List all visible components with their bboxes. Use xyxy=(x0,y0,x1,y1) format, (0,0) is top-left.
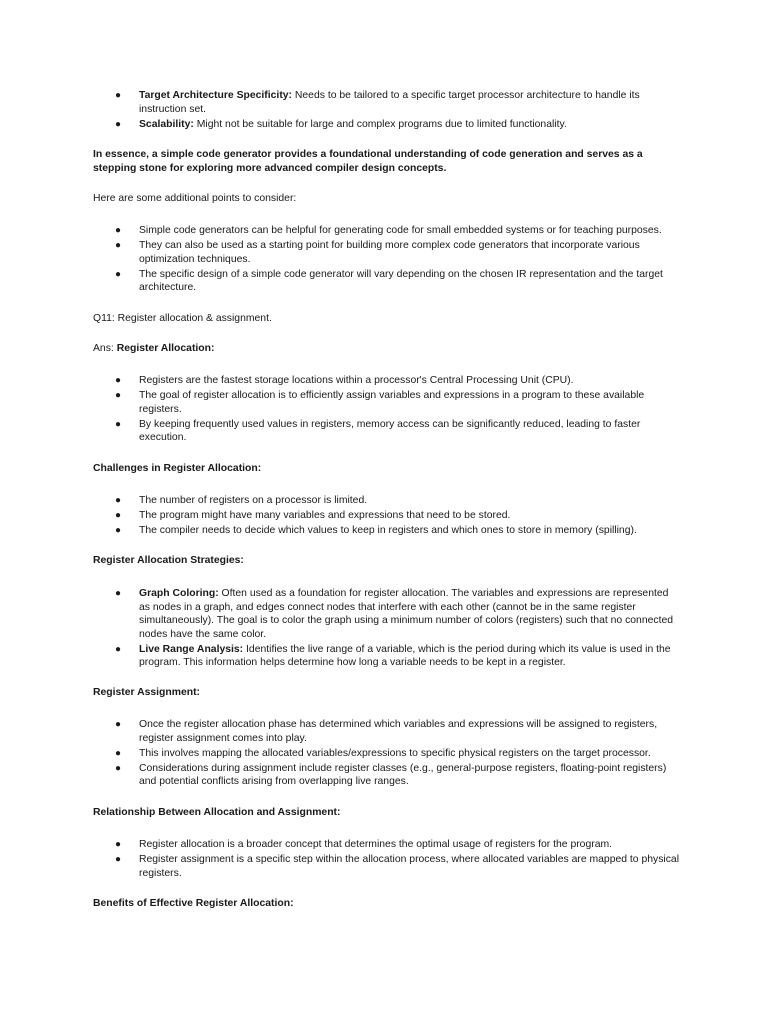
bullet-icon: ● xyxy=(115,588,122,599)
item-text: The number of registers on a processor is limited. xyxy=(139,495,368,506)
bullet-icon: ● xyxy=(115,747,122,759)
item-text: The specific design of a simple code generator will vary depending on the chosen IR representation and the target architecture. xyxy=(139,268,663,293)
list-item xyxy=(0,389,679,416)
answer-prefix: Ans: xyxy=(93,343,117,354)
item-term: Live Range Analysis: xyxy=(139,643,244,655)
bullet-list xyxy=(0,838,768,882)
bullet-list xyxy=(0,224,768,296)
section-heading: Relationship Between Allocation and Assignment: xyxy=(93,807,341,818)
list-item xyxy=(0,838,679,852)
bullet-icon: ● xyxy=(115,375,122,386)
list-item xyxy=(0,718,679,745)
bullet-icon: ● xyxy=(115,390,122,401)
bullet-icon: ● xyxy=(115,510,122,521)
bullet-list xyxy=(0,89,768,133)
bullet-icon: ● xyxy=(115,525,122,536)
item-text: Often used as a foundation for register allocation. The variables and expressions are represented as nodes in a graph, and edges connect nodes that interfere with each other (cannot be in the same register simultaneously). The goal is to color the graph using a minimum number of colors (registers) such that no connected nodes have the same color. xyxy=(139,588,674,640)
item-text: Register assignment is a specific step within the allocation process, where allocated variables are mapped to physical registers. xyxy=(139,854,680,879)
section-heading: Register Assignment: xyxy=(93,687,201,698)
bullet-icon: ● xyxy=(115,118,122,130)
list-item xyxy=(0,762,679,789)
item-text: Might not be suitable for large and complex programs due to limited functionality. xyxy=(193,118,567,130)
item-text: Registers are the fastest storage locations within a processor's Central Processing Unit (CPU). xyxy=(139,375,574,386)
section-heading: Register Allocation: xyxy=(116,343,215,354)
paragraph: Q11: Register allocation & assignment. xyxy=(93,313,272,324)
section-heading: Challenges in Register Allocation: xyxy=(93,463,262,474)
item-text: Simple code generators can be helpful for generating code for small embedded systems or for teaching purposes. xyxy=(139,225,662,236)
list-item xyxy=(0,418,679,445)
section-heading: Benefits of Effective Register Allocation: xyxy=(93,898,294,909)
section-heading: In essence, a simple code generator provides a foundational understanding of code generation and serves as a stepping stone for exploring more advanced compiler design concepts. xyxy=(93,149,643,174)
item-text: They can also be used as a starting point for building more complex code generators that incorporate various optimization techniques. xyxy=(139,240,640,265)
bullet-icon: ● xyxy=(115,240,122,251)
item-text: Needs to be tailored to a specific target processor architecture to handle its instruction set. xyxy=(139,90,640,115)
item-term: Graph Coloring: xyxy=(139,588,219,599)
item-text: Once the register allocation phase has determined which variables and expressions will be assigned to registers, register assignment comes into play. xyxy=(139,719,658,744)
item-text: The goal of register allocation is to efficiently assign variables and expressions in a program to these available registers. xyxy=(139,390,645,415)
list-item xyxy=(0,239,679,266)
list-item xyxy=(0,747,679,761)
item-term: Scalability: xyxy=(139,118,194,130)
bullet-icon: ● xyxy=(115,839,122,850)
paragraph: Here are some additional points to consider: xyxy=(93,193,297,204)
bullet-icon: ● xyxy=(115,643,122,655)
item-text: By keeping frequently used values in registers, memory access can be significantly reduced, leading to faster execution. xyxy=(139,418,641,443)
bullet-list xyxy=(0,718,768,790)
list-item xyxy=(0,509,679,523)
bullet-icon: ● xyxy=(115,90,122,101)
bullet-list xyxy=(0,494,768,539)
item-text: This involves mapping the allocated variables/expressions to specific physical registers on the target processor. xyxy=(139,747,651,759)
list-item xyxy=(0,268,679,295)
list-item xyxy=(0,89,679,116)
item-text: Register allocation is a broader concept that determines the optimal usage of registers for the program. xyxy=(139,839,613,850)
bullet-icon: ● xyxy=(115,719,122,730)
list-item xyxy=(0,587,679,641)
list-item xyxy=(0,524,679,538)
item-text: The program might have many variables and expressions that need to be stored. xyxy=(139,510,511,521)
bullet-icon: ● xyxy=(115,418,122,430)
item-term: Target Architecture Specificity: xyxy=(139,90,293,101)
item-text: Considerations during assignment include register classes (e.g., general-purpose registers, floating-point registers) and potential conflicts arising from overlapping live ranges. xyxy=(139,762,667,787)
section-heading: Register Allocation Strategies: xyxy=(93,555,244,566)
list-item xyxy=(0,494,679,508)
item-text: Identifies the live range of a variable, which is the period during which its value is used in the program. This information helps determine how long a variable needs to be kept in a register. xyxy=(139,643,671,668)
paragraph xyxy=(93,342,683,356)
list-item xyxy=(0,853,679,880)
bullet-icon: ● xyxy=(115,762,122,774)
bullet-icon: ● xyxy=(115,495,122,506)
list-item xyxy=(0,224,679,238)
list-item xyxy=(0,374,679,388)
bullet-list xyxy=(0,587,768,671)
bullet-icon: ● xyxy=(115,225,122,236)
item-text: The compiler needs to decide which values to keep in registers and which ones to store in memory (spilling). xyxy=(139,525,637,536)
list-item xyxy=(0,118,679,132)
bullet-icon: ● xyxy=(115,854,122,865)
bullet-list xyxy=(0,374,768,446)
list-item xyxy=(0,643,679,670)
bullet-icon: ● xyxy=(115,268,122,280)
